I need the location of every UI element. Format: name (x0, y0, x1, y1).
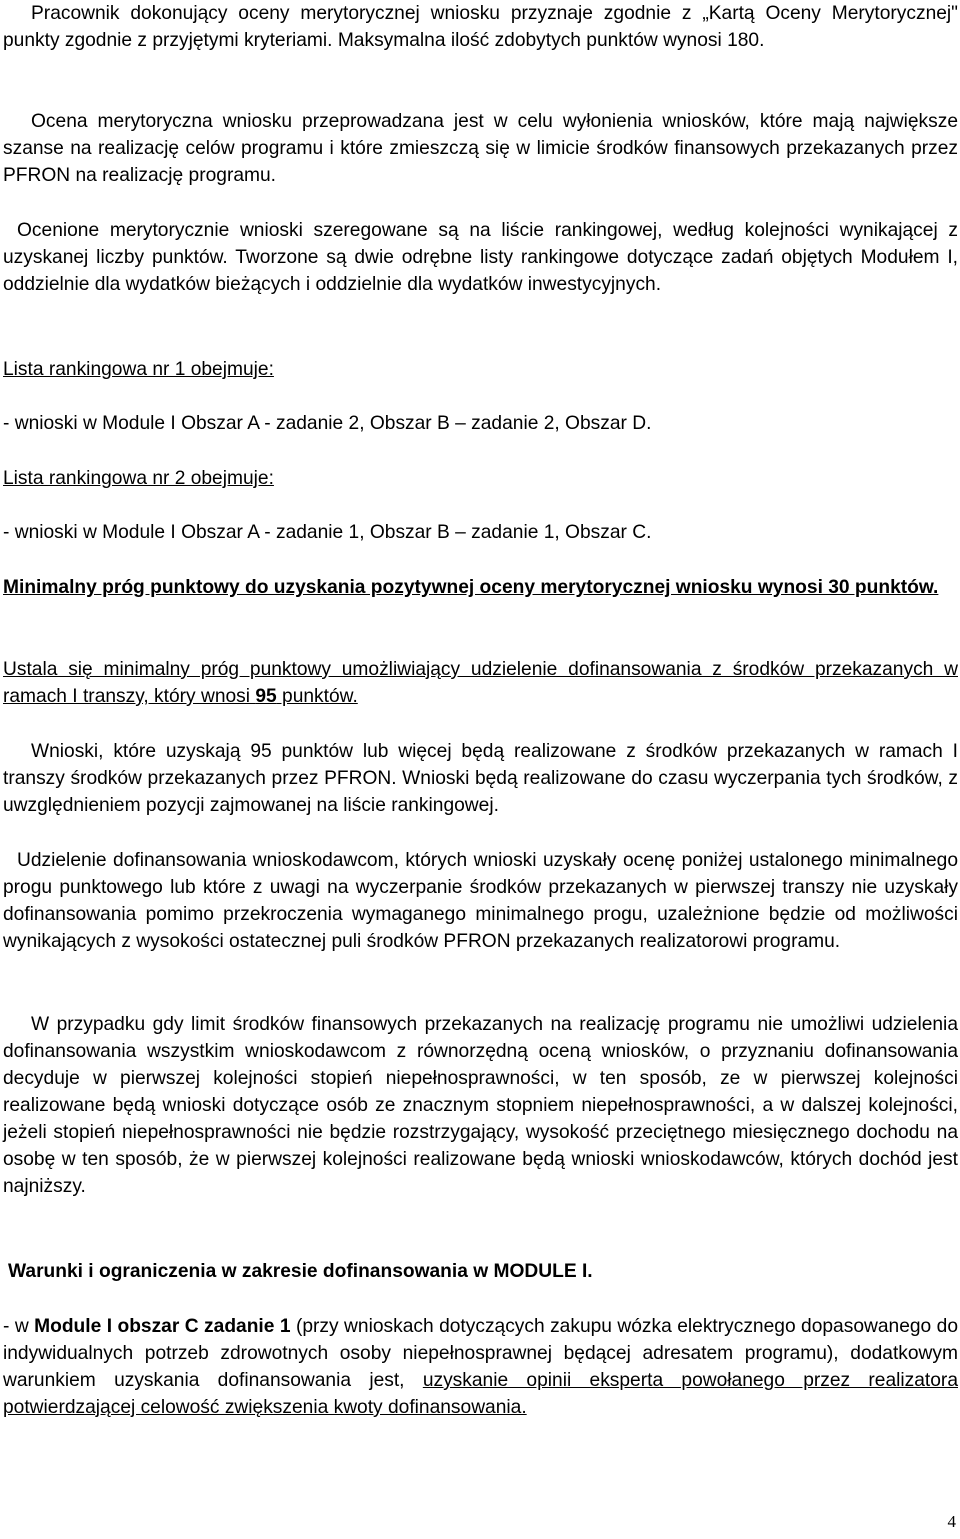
paragraph-first-tranche: Wnioski, które uzyskają 95 punktów lub więcej będą realizowane z środków przekazanych w ramach I transzy środków przekazanych przez PFRON. Wnioski będą realizowane do czasu wyczerpania tych środków, z uwzględnieniem pozycji zajmowanej na liście rankingowej. (3, 741, 958, 816)
paragraph-ranking (3, 217, 958, 298)
list2-item: - wnioski w Module I Obszar A - zadanie 1, Obszar B – zadanie 1, Obszar C. (3, 522, 652, 543)
list2-heading: Lista rankingowa nr 2 obejmuje: (3, 468, 274, 489)
module-text-mid: (przy wnioskach dotyczących zakupu wózka elektrycznego dopasowanego do indywidualnych potrzeb zdrowotnych osoby niepełnosprawnej będącej adresatem programu), dodatkowym warunkiem uzyskania dofinansowania jest, (3, 1316, 958, 1391)
ranking-sentence-1: Ocenione merytorycznie wnioski szeregowane są na liście rankingowej, według kolejności wynikającej z uzyskanej liczby punktów. (3, 220, 958, 268)
paragraph-module-i-area-c (3, 1313, 958, 1421)
paragraph-merit-evaluation: Ocena merytoryczna wniosku przeprowadzana jest w celu wyłonienia wniosków, które mają największe szanse na realizację celów programu i które zmieszczą się w limicie środków finansowych przekazanych przez PFRON na realizację programu. (3, 111, 958, 186)
paragraph-below-threshold: Udzielenie dofinansowania wnioskodawcom, których wnioski uzyskały ocenę poniżej ustalonego minimalnego progu punktowego lub które z uwagi na wyczerpanie środków przekazanych w pierwszej transzy nie uzyskały dofinansowania pomimo przekroczenia wymaganego minimalnego progu, uzależnione będzie od możliwości wynikających z wysokości ostatecznej puli środków PFRON przekazanych realizatorowi programu. (3, 850, 958, 952)
section-heading-module-i: Warunki i ograniczenia w zakresie dofinansowania w MODULE I. (8, 1261, 593, 1282)
page-number: 4 (947, 1512, 956, 1531)
threshold-text-pre: Ustala się minimalny próg punktowy umożliwiający udzielenie dofinansowania z środków przekazanych w ramach I transzy, który wnosi (3, 659, 958, 707)
threshold-text-post: punktów. (276, 686, 358, 707)
list1-item: - wnioski w Module I Obszar A - zadanie 2, Obszar B – zadanie 2, Obszar D. (3, 413, 652, 434)
ranking-sentence-2: Tworzone są dwie odrębne listy rankingowe dotyczące zadań objętych Modułem I, oddzielnie dla wydatków bieżących i oddzielnie dla wydatków inwestycyjnych. (3, 247, 958, 295)
minimum-threshold: Minimalny próg punktowy do uzyskania pozytywnej oceny merytorycznej wniosku wynosi 30 punktów. (3, 577, 939, 598)
expert-opinion-requirement: uzyskanie opinii eksperta powołanego przez realizatora potwierdzającej celowość zwiększenia kwoty dofinansowania. (3, 1370, 958, 1418)
threshold-value: 95 (255, 686, 277, 707)
paragraph-equal-score-rules: W przypadku gdy limit środków finansowych przekazanych na realizację programu nie umożliwi udzielenia dofinansowania wszystkim wnioskodawcom z równorzędną oceną wniosków, o przyznaniu dofinansowania decyduje w pierwszej kolejności stopień niepełnosprawności, w ten sposób, ze w pierwszej kolejności realizowane będą wnioski dotyczące osób ze znacznym stopniem niepełnosprawności, a w dalszej kolejności, jeżeli stopień niepełnosprawności nie będzie rozstrzygający, wysokość przeciętnego miesięcznego dochodu na osobę w ten sposób, że w pierwszej kolejności realizowane będą wnioski wnioskodawców, których dochód jest najniższy. (3, 1014, 958, 1197)
list1-heading: Lista rankingowa nr 1 obejmuje: (3, 359, 274, 380)
paragraph-scoring: Pracownik dokonujący oceny merytorycznej wniosku przyznaje zgodnie z „Kartą Oceny Merytorycznej" punkty zgodnie z przyjętymi kryteriami. Maksymalna ilość zdobytych punktów wynosi 180. (3, 3, 958, 51)
paragraph-first-tranche-threshold (3, 656, 958, 710)
module-text-pre: - w (3, 1316, 35, 1337)
module-reference: Module I obszar C zadanie 1 (34, 1316, 291, 1337)
